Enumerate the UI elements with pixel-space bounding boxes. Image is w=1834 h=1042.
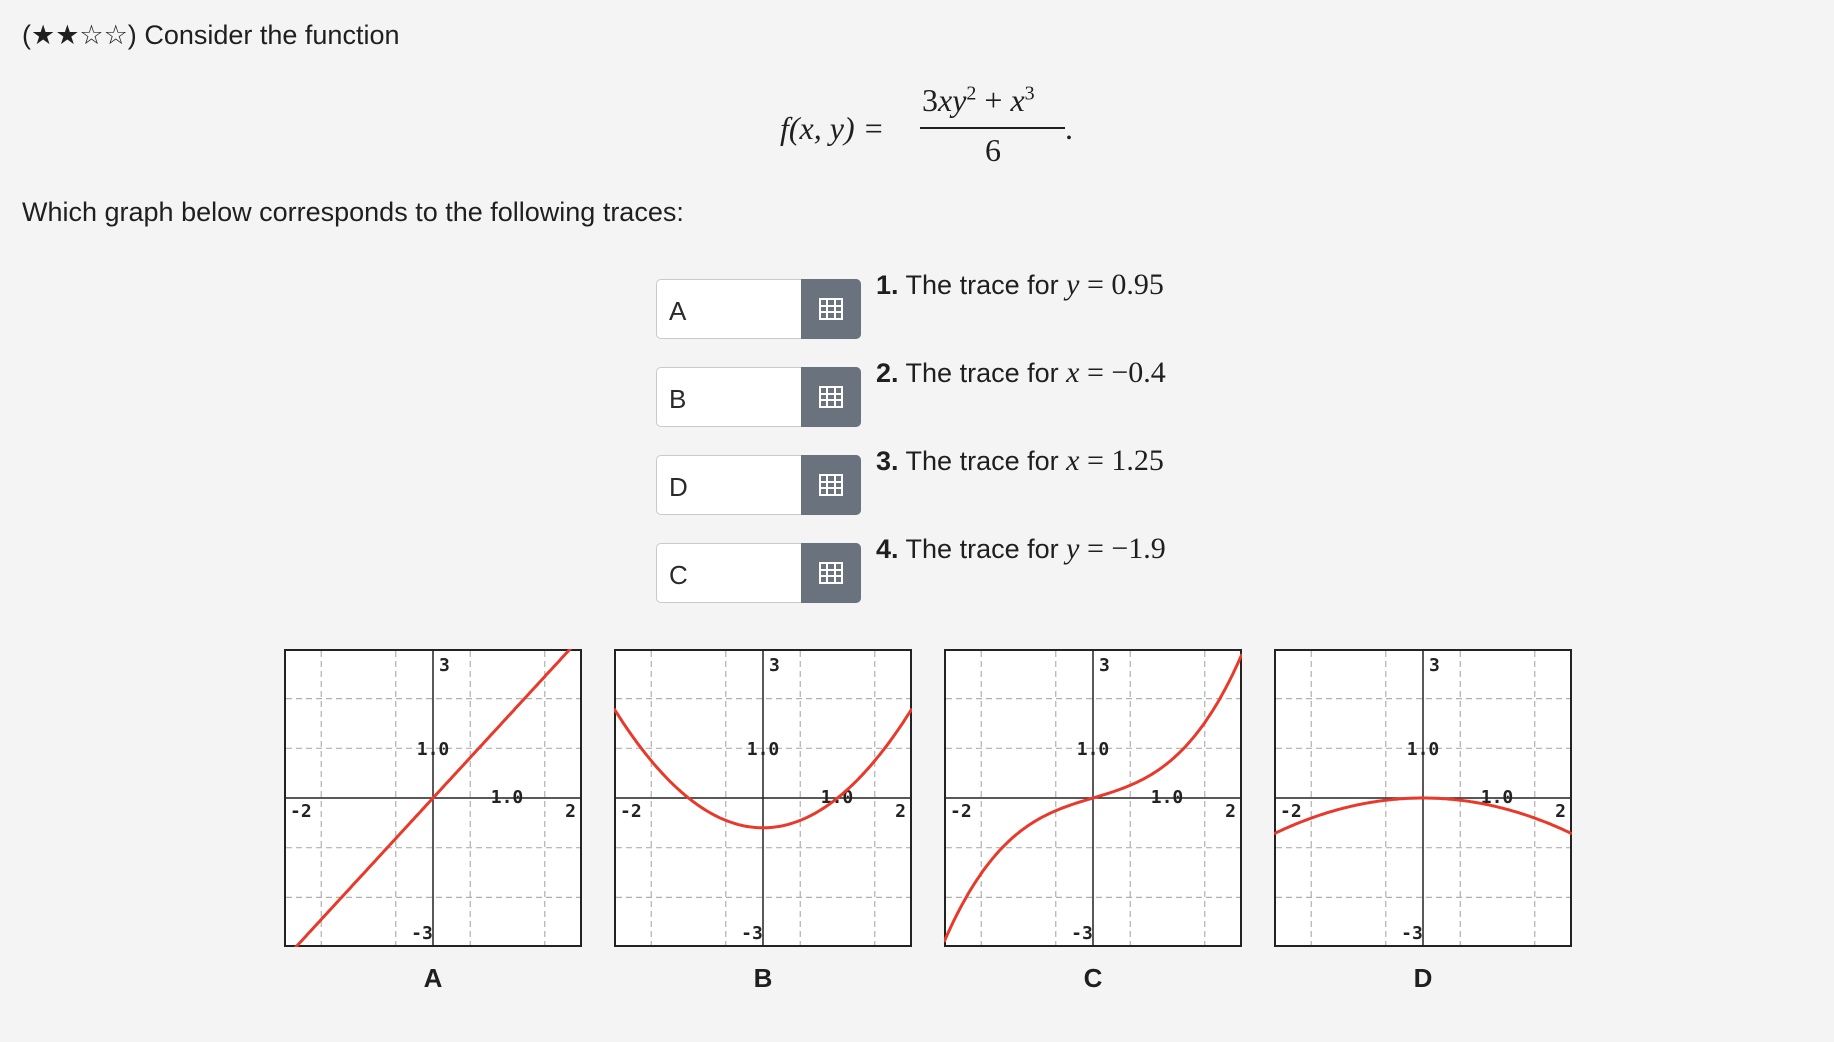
- grid-icon: [819, 298, 843, 320]
- grid-icon: [819, 562, 843, 584]
- answer-value: A: [669, 296, 687, 326]
- tick-label-y-one: 1.0: [746, 739, 780, 760]
- tick-label-ymin: -3: [1071, 923, 1093, 944]
- trace-item-3: 3. The trace for x = 1.25: [876, 444, 1164, 477]
- tick-label-ymin: -3: [741, 923, 763, 944]
- graph-d: [1274, 649, 1572, 947]
- tick-label-ymin: -3: [411, 923, 433, 944]
- fraction-bar: [920, 127, 1065, 129]
- trace-item-2: 2. The trace for x = −0.4: [876, 356, 1166, 389]
- difficulty-stars: (★★☆☆): [22, 20, 137, 50]
- graph-label-a: A: [423, 963, 443, 993]
- tick-label-x-one: 1.0: [1480, 787, 1514, 808]
- answer-value: C: [669, 560, 688, 590]
- tick-label-xmin: -2: [950, 801, 972, 822]
- tick-label-xmax: 2: [1225, 801, 1236, 822]
- tick-label-xmax: 2: [895, 801, 906, 822]
- tick-label-ymax: 3: [439, 655, 450, 676]
- formula-lhs: f(x, y) =: [780, 110, 885, 146]
- answer-field-1[interactable]: [656, 279, 861, 339]
- tick-label-xmin: -2: [620, 801, 642, 822]
- intro-text: [22, 20, 399, 51]
- question-text: Which graph below corresponds to the following traces:: [22, 197, 684, 227]
- tick-label-ymax: 3: [1429, 655, 1440, 676]
- tick-label-xmax: 2: [1555, 801, 1566, 822]
- answer-field-2[interactable]: [656, 367, 861, 427]
- tick-label-xmin: -2: [290, 801, 312, 822]
- graph-label-c: C: [1083, 963, 1103, 993]
- tick-label-xmax: 2: [565, 801, 576, 822]
- tick-label-y-one: 1.0: [1076, 739, 1110, 760]
- tick-label-ymin: -3: [1401, 923, 1423, 944]
- tick-label-x-one: 1.0: [820, 787, 854, 808]
- answer-dropdown-button[interactable]: [801, 367, 861, 427]
- formula-denominator: 6: [985, 132, 1001, 168]
- formula-period: .: [1065, 110, 1073, 146]
- tick-label-ymax: 3: [769, 655, 780, 676]
- intro-label: Consider the function: [144, 20, 400, 50]
- trace-item-4: 4. The trace for y = −1.9: [876, 532, 1166, 565]
- answer-field-4[interactable]: [656, 543, 861, 603]
- answer-dropdown-button[interactable]: [801, 455, 861, 515]
- tick-label-y-one: 1.0: [1406, 739, 1440, 760]
- graph-label-d: D: [1413, 963, 1433, 993]
- answer-dropdown-button[interactable]: [801, 543, 861, 603]
- tick-label-x-one: 1.0: [490, 787, 524, 808]
- tick-label-ymax: 3: [1099, 655, 1110, 676]
- answer-value: D: [669, 472, 688, 502]
- graph-c: [944, 649, 1242, 947]
- graph-label-b: B: [753, 963, 773, 993]
- grid-icon: [819, 386, 843, 408]
- answer-value: B: [669, 384, 687, 414]
- tick-label-xmin: -2: [1280, 801, 1302, 822]
- tick-label-y-one: 1.0: [416, 739, 450, 760]
- answer-field-3[interactable]: [656, 455, 861, 515]
- formula-numerator: $3xy^2 + x^3$: [922, 82, 1035, 118]
- tick-label-x-one: 1.0: [1150, 787, 1184, 808]
- function-formula: [780, 82, 1080, 172]
- grid-icon: [819, 474, 843, 496]
- graph-a: [284, 649, 582, 947]
- graph-b: [614, 649, 912, 947]
- trace-item-1: 1. The trace for y = 0.95: [876, 268, 1164, 301]
- answer-dropdown-button[interactable]: [801, 279, 861, 339]
